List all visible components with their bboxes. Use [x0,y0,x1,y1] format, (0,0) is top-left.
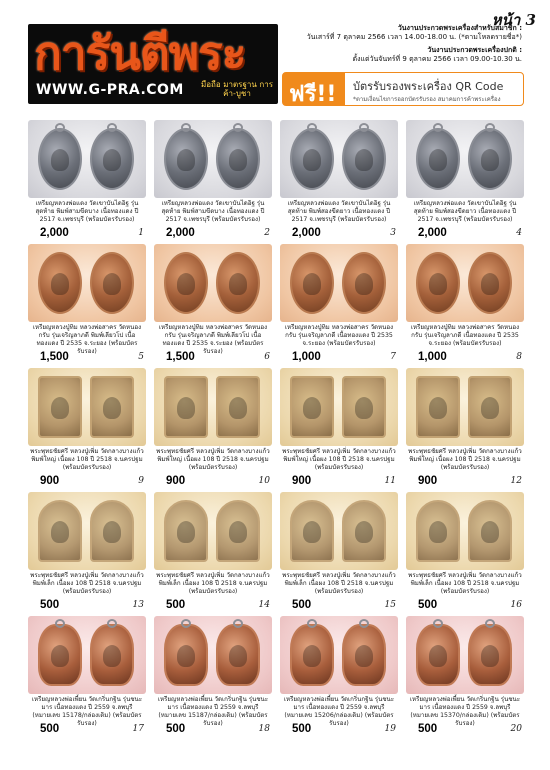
amulet-price: 500 [292,599,312,611]
item-number: 3 [390,228,396,238]
item-number: 12 [510,476,522,486]
brand-header[interactable] [28,24,278,104]
buddha-figure-icon [429,521,447,543]
amulet-photo[interactable] [154,492,272,570]
amulet-listing[interactable] [154,120,272,242]
amulet-back-image [468,624,512,686]
buddha-figure-icon [51,273,69,295]
amulet-caption: เหรียญหลวงพ่อเพี้ยน วัดเกริ่นกฐิน รุ่นชนะมาร เนื้อทองแดง ปี 2559 จ.ลพบุรี (หมายเลข 15187/กล่องเดิม) (พร้อมบัตรรับรอง) [157,696,269,727]
amulet-photo[interactable] [28,368,146,446]
promo-subtitle: *ตามเงื่อนไขการออกบัตรรับรอง สมาคมการค้าพระเครื่อง [353,96,501,103]
amulet-caption: พระพุทธชัยศรี หลวงปู่เพิ่ม วัดกลางบางแก้ว พิมพ์ใหญ่ เนื้อผง 108 ปี 2518 จ.นครปฐม (พร้อมบัตรรับรอง) [156,448,270,471]
amulet-back-image [342,500,386,562]
amulet-back-image [90,128,134,190]
buddha-figure-icon [229,149,247,171]
buddha-figure-icon [481,521,499,543]
amulet-front-image [164,376,208,438]
item-number: 11 [384,476,396,486]
amulet-loop [233,123,243,132]
amulet-listing[interactable] [406,244,524,366]
amulet-price: 1,000 [292,351,321,363]
buddha-figure-icon [481,397,499,419]
amulet-loop [307,619,317,628]
amulet-back-image [468,500,512,562]
amulet-price: 1,500 [40,351,69,363]
amulet-photo[interactable] [28,244,146,322]
amulet-back-image [90,500,134,562]
amulet-price: 500 [418,599,438,611]
amulet-front-image [290,624,334,686]
amulet-listing[interactable] [28,244,146,366]
page-number: หน้า 3 [491,11,536,29]
amulet-front-image [290,128,334,190]
amulet-caption: เหรียญหลวงพ่อเพี้ยน วัดเกริ่นกฐิน รุ่นชนะมาร เนื้อทองแดง ปี 2559 จ.ลพบุรี (หมายเลข 15370/กล่องเดิม) (พร้อมบัตรรับรอง) [409,696,521,727]
amulet-photo[interactable] [406,120,524,198]
buddha-figure-icon [429,149,447,171]
amulet-caption: เหรียญหลวงพ่อแดง วัดเขาบันไดอิฐ รุ่นสุดท้าย พิมพ์สองขีดยาว เนื้อทองแดง ปี 2517 จ.เพชรบุรี (พร้อมบัตรรับรอง) [287,200,391,223]
buddha-figure-icon [103,397,121,419]
amulet-front-image [38,500,82,562]
buddha-figure-icon [103,521,121,543]
amulet-loop [433,619,443,628]
amulet-front-image [290,500,334,562]
amulet-loop [359,123,369,132]
amulet-photo[interactable] [28,492,146,570]
brand-logo: การันตีพระ [34,26,246,80]
amulet-listing[interactable] [280,616,398,738]
amulet-listing[interactable] [280,492,398,614]
amulet-photo[interactable] [154,616,272,694]
amulet-listing[interactable] [280,120,398,242]
amulet-front-image [290,252,334,314]
amulet-loop [485,619,495,628]
amulet-loop [359,619,369,628]
amulet-photo[interactable] [280,368,398,446]
amulet-front-image [164,500,208,562]
amulet-photo[interactable] [28,616,146,694]
item-number: 6 [264,352,270,362]
amulet-front-image [38,376,82,438]
amulet-listing[interactable] [28,120,146,242]
buddha-figure-icon [355,521,373,543]
qr-certificate-banner[interactable] [282,72,524,106]
amulet-photo[interactable] [154,244,272,322]
amulet-price: 2,000 [418,227,447,239]
item-number: 4 [516,228,522,238]
item-number: 10 [258,476,270,486]
amulet-loop [307,123,317,132]
buddha-figure-icon [429,397,447,419]
amulet-caption: พระพุทธชัยศรี หลวงปู่เพิ่ม วัดกลางบางแก้ว พิมพ์ใหญ่ เนื้อผง 108 ปี 2518 จ.นครปฐม (พร้อมบัตรรับรอง) [282,448,396,471]
amulet-back-image [342,128,386,190]
buddha-figure-icon [303,397,321,419]
amulet-price: 500 [292,723,312,735]
amulet-back-image [216,128,260,190]
amulet-price: 1,000 [418,351,447,363]
buddha-figure-icon [229,645,247,667]
amulet-caption: เหรียญหลวงพ่อเพี้ยน วัดเกริ่นกฐิน รุ่นชนะมาร เนื้อทองแดง ปี 2559 จ.ลพบุรี (หมายเลข 15206/กล่องเดิม) (พร้อมบัตรรับรอง) [283,696,395,727]
amulet-back-image [342,252,386,314]
amulet-listing[interactable] [406,492,524,614]
amulet-loop [55,123,65,132]
buddha-figure-icon [303,645,321,667]
amulet-front-image [416,624,460,686]
buddha-figure-icon [51,645,69,667]
buddha-figure-icon [303,273,321,295]
item-number: 7 [390,352,396,362]
amulet-loop [55,619,65,628]
item-number: 16 [510,600,522,610]
amulet-price: 900 [40,475,60,487]
amulet-listing[interactable] [406,368,524,490]
buddha-figure-icon [51,521,69,543]
amulet-front-image [38,128,82,190]
amulet-photo[interactable] [154,368,272,446]
amulet-photo[interactable] [280,120,398,198]
amulet-caption: พระพุทธชัยศรี หลวงปู่เพิ่ม วัดกลางบางแก้ว พิมพ์เล็ก เนื้อผง 108 ปี 2518 จ.นครปฐม (พร้อมบัตรรับรอง) [156,572,270,595]
buddha-figure-icon [355,149,373,171]
amulet-listing[interactable] [406,616,524,738]
amulet-price: 500 [40,723,60,735]
amulet-front-image [416,128,460,190]
amulet-caption: เหรียญหลวงปู่ทิม หลวงพ่อสาคร วัดหนองกรับ รุ่นเจริญลาภดี เนื้อทองแดง ปี 2535 จ.ระยอง (พร้อมบัตรรับรอง) [284,324,394,347]
amulet-front-image [416,376,460,438]
item-number: 20 [510,724,522,734]
amulet-caption: พระพุทธชัยศรี หลวงปู่เพิ่ม วัดกลางบางแก้ว พิมพ์เล็ก เนื้อผง 108 ปี 2518 จ.นครปฐม (พร้อมบัตรรับรอง) [30,572,144,595]
amulet-back-image [216,376,260,438]
amulet-front-image [38,252,82,314]
amulet-price: 500 [418,723,438,735]
amulet-price: 1,500 [166,351,195,363]
amulet-loop [107,123,117,132]
amulet-price: 500 [40,599,60,611]
amulet-caption: เหรียญหลวงปู่ทิม หลวงพ่อสาคร วัดหนองกรับ รุ่นเจริญลาภดี เนื้อทองแดง ปี 2535 จ.ระยอง (พร้อมบัตรรับรอง) [410,324,520,347]
amulet-listing[interactable] [406,120,524,242]
amulet-price: 500 [166,599,186,611]
event-title: วันงานประกวดพระเครื่องปกติ : [427,46,522,54]
item-number: 8 [516,352,522,362]
buddha-figure-icon [229,521,247,543]
amulet-listing[interactable] [154,244,272,366]
buddha-figure-icon [429,273,447,295]
amulet-front-image [416,252,460,314]
amulet-caption: เหรียญหลวงปู่ทิม หลวงพ่อสาคร วัดหนองกรับ รุ่นเจริญลาภดี พิมพ์เลียวโป เนื้อทองแดง ปี 2535 จ.ระยอง (พร้อมบัตรรับรอง) [158,324,268,355]
amulet-loop [181,619,191,628]
amulet-photo[interactable] [154,120,272,198]
amulet-photo[interactable] [280,244,398,322]
amulet-loop [181,123,191,132]
amulet-caption: พระพุทธชัยศรี หลวงปู่เพิ่ม วัดกลางบางแก้ว พิมพ์เล็ก เนื้อผง 108 ปี 2518 จ.นครปฐม (พร้อมบัตรรับรอง) [282,572,396,595]
buddha-figure-icon [303,149,321,171]
buddha-figure-icon [103,273,121,295]
item-number: 2 [264,228,270,238]
amulet-price: 900 [166,475,186,487]
buddha-figure-icon [229,273,247,295]
buddha-figure-icon [177,273,195,295]
item-number: 15 [384,600,396,610]
buddha-figure-icon [177,521,195,543]
buddha-figure-icon [177,397,195,419]
buddha-figure-icon [355,397,373,419]
item-number: 5 [138,352,144,362]
amulet-back-image [342,376,386,438]
event-members [307,24,522,42]
brand-url: WWW.G-PRA.COM [36,82,184,98]
amulet-front-image [416,500,460,562]
item-number: 18 [258,724,270,734]
event-detail: ตั้งแต่วันจันทร์ที่ 9 ตุลาคม 2566 เวลา 09.00-10.30 น. [352,55,522,63]
item-number: 14 [258,600,270,610]
brand-tagline: มือถือ มาตรฐาน การค้า-บูชา [200,80,274,98]
amulet-front-image [164,624,208,686]
event-regular [353,46,522,64]
amulet-price: 900 [292,475,312,487]
amulet-caption: พระพุทธชัยศรี หลวงปู่เพิ่ม วัดกลางบางแก้ว พิมพ์ใหญ่ เนื้อผง 108 ปี 2518 จ.นครปฐม (พร้อมบัตรรับรอง) [408,448,522,471]
amulet-caption: เหรียญหลวงพ่อแดง วัดเขาบันไดอิฐ รุ่นสุดท้าย พิมพ์สามขีดบาง เนื้อทองแดง ปี 2517 จ.เพชรบุรี (พร้อมบัตรรับรอง) [161,200,265,223]
amulet-loop [107,619,117,628]
amulet-back-image [468,252,512,314]
amulet-loop [433,123,443,132]
buddha-figure-icon [355,645,373,667]
amulet-loop [485,123,495,132]
amulet-caption: เหรียญหลวงพ่อแดง วัดเขาบันไดอิฐ รุ่นสุดท้าย พิมพ์สองขีดยาว เนื้อทองแดง ปี 2517 จ.เพชรบุรี (พร้อมบัตรรับรอง) [413,200,517,223]
buddha-figure-icon [177,645,195,667]
buddha-figure-icon [229,397,247,419]
buddha-figure-icon [303,521,321,543]
amulet-caption: เหรียญหลวงพ่อเพี้ยน วัดเกริ่นกฐิน รุ่นชนะมาร เนื้อทองแดง ปี 2559 จ.ลพบุรี (หมายเลข 15178/กล่องเดิม) (พร้อมบัตรรับรอง) [31,696,143,727]
buddha-figure-icon [481,149,499,171]
amulet-photo[interactable] [28,120,146,198]
amulet-back-image [216,252,260,314]
amulet-back-image [216,500,260,562]
amulet-caption: เหรียญหลวงปู่ทิม หลวงพ่อสาคร วัดหนองกรับ รุ่นเจริญลาภดี พิมพ์เลียวโป เนื้อทองแดง ปี 2535 จ.ระยอง (พร้อมบัตรรับรอง) [32,324,142,355]
item-number: 17 [132,724,144,734]
amulet-back-image [90,252,134,314]
amulet-price: 500 [166,723,186,735]
amulet-front-image [38,624,82,686]
free-label: ฟรี!! [289,82,337,106]
amulet-price: 2,000 [292,227,321,239]
amulet-caption: พระพุทธชัยศรี หลวงปู่เพิ่ม วัดกลางบางแก้ว พิมพ์เล็ก เนื้อผง 108 ปี 2518 จ.นครปฐม (พร้อมบัตรรับรอง) [408,572,522,595]
amulet-caption: เหรียญหลวงพ่อแดง วัดเขาบันไดอิฐ รุ่นสุดท้าย พิมพ์สามขีดบาง เนื้อทองแดง ปี 2517 จ.เพชรบุรี (พร้อมบัตรรับรอง) [35,200,139,223]
amulet-caption: พระพุทธชัยศรี หลวงปู่เพิ่ม วัดกลางบางแก้ว พิมพ์ใหญ่ เนื้อผง 108 ปี 2518 จ.นครปฐม (พร้อมบัตรรับรอง) [30,448,144,471]
item-number: 9 [138,476,144,486]
amulet-back-image [468,376,512,438]
amulet-listing[interactable] [28,492,146,614]
amulet-listing[interactable] [280,244,398,366]
buddha-figure-icon [177,149,195,171]
promo-title: บัตรรับรองพระเครื่อง QR Code [353,80,504,93]
amulet-front-image [164,252,208,314]
amulet-photo[interactable] [406,368,524,446]
buddha-figure-icon [51,149,69,171]
amulet-photo[interactable] [406,244,524,322]
amulet-photo[interactable] [406,616,524,694]
buddha-figure-icon [429,645,447,667]
buddha-figure-icon [355,273,373,295]
item-number: 19 [384,724,396,734]
amulet-price: 900 [418,475,438,487]
amulet-listing[interactable] [28,368,146,490]
amulet-back-image [342,624,386,686]
amulet-back-image [90,624,134,686]
amulet-photo[interactable] [280,492,398,570]
amulet-listing[interactable] [154,492,272,614]
amulet-front-image [290,376,334,438]
amulet-listing[interactable] [28,616,146,738]
amulet-back-image [90,376,134,438]
event-detail: วันเสาร์ที่ 7 ตุลาคม 2566 เวลา 14.00-18.00 น. (*ตามโหลดรายชื่อ*) [306,33,522,41]
amulet-price: 2,000 [40,227,69,239]
buddha-figure-icon [103,645,121,667]
amulet-back-image [468,128,512,190]
amulet-price: 2,000 [166,227,195,239]
amulet-front-image [164,128,208,190]
item-number: 13 [132,600,144,610]
amulet-photo[interactable] [280,616,398,694]
amulet-loop [233,619,243,628]
buddha-figure-icon [103,149,121,171]
amulet-listing[interactable] [154,368,272,490]
item-number: 1 [138,228,144,238]
amulet-back-image [216,624,260,686]
amulet-listing[interactable] [154,616,272,738]
amulet-listing[interactable] [280,368,398,490]
buddha-figure-icon [481,273,499,295]
buddha-figure-icon [481,645,499,667]
amulet-photo[interactable] [406,492,524,570]
buddha-figure-icon [51,397,69,419]
event-title: วันงานประกวดพระเครื่องสำหรับสมาชิก : [397,24,522,32]
